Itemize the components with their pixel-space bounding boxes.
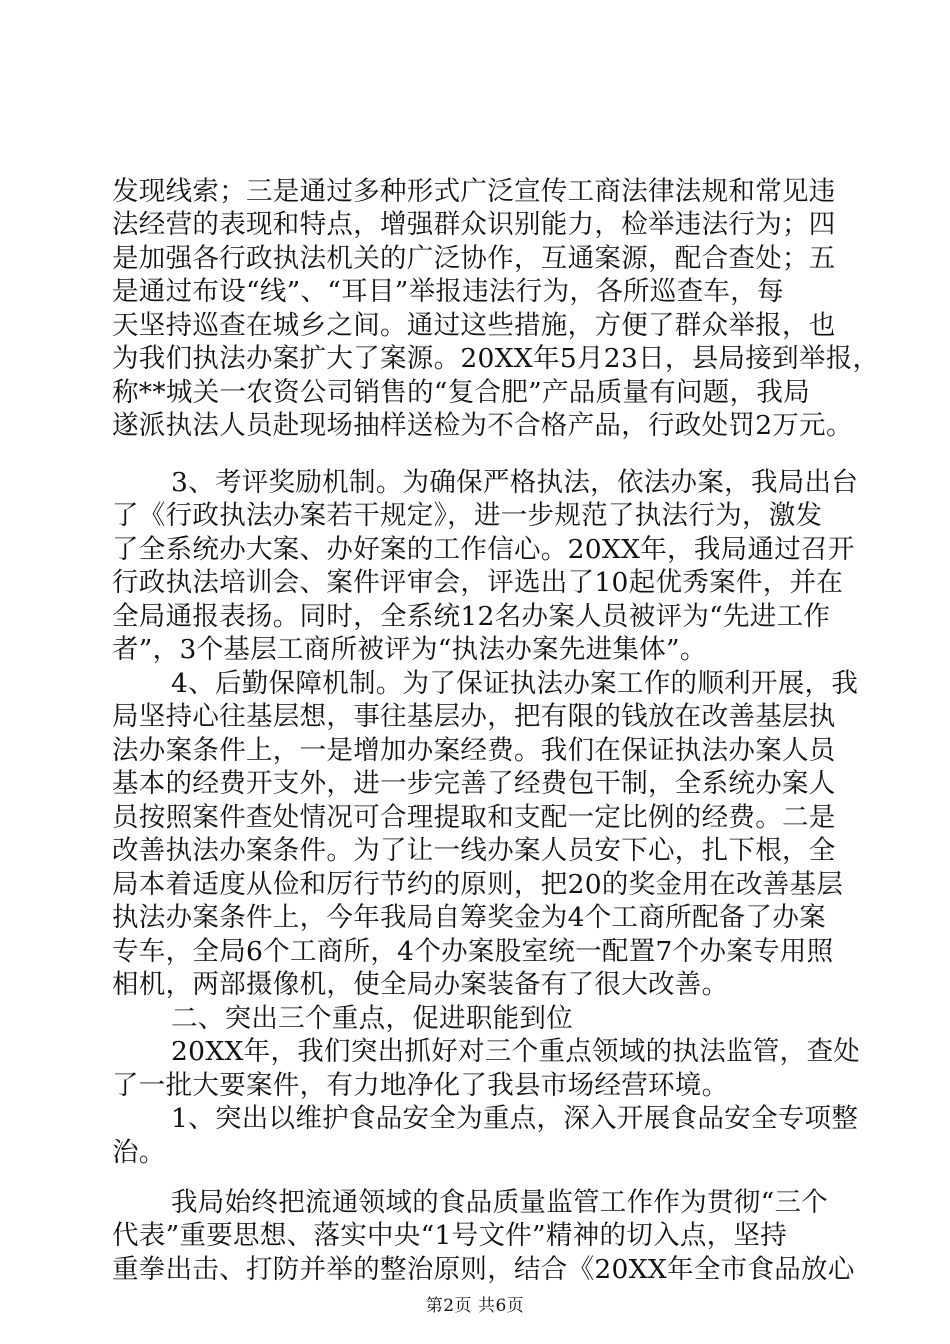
text-line: 法经营的表现和特点，增强群众识别能力，检举违法行为；四 [112,209,836,240]
text-line: 法办案条件上，一是增加办案经费。我们在保证执法办案人员 [112,735,836,766]
text-line: 局坚持心往基层想，事往基层办，把有限的钱放在改善基层执 [112,701,836,732]
text-line: 全局通报表扬。同时，全系统12名办案人员被评为“先进工作 [112,601,831,632]
text-line: 了全系统办大案、办好案的工作信心。20XX年，我局通过召开 [112,534,855,565]
text-line: 称**城关一农资公司销售的“复合肥”产品质量有问题，我局 [112,377,810,408]
text-line: 改善执法办案条件。为了让一线办案人员安下心，扎下根，全 [112,835,836,866]
page-footer: 第2页 共6页 [425,1296,525,1316]
section-heading: 二、突出三个重点，促进职能到位 [171,1003,573,1034]
text-line: 发现线索；三是通过多种形式广泛宣传工商法律法规和常见违 [112,176,836,207]
text-line: 治。 [112,1137,166,1168]
text-line: 1、突出以维护食品安全为重点，深入开展食品安全专项整 [171,1103,859,1134]
text-line: 是加强各行政执法机关的广泛协作，互通案源，配合查处；五 [112,243,836,274]
text-line: 了一批大要案件，有力地净化了我县市场经营环境。 [112,1070,729,1101]
text-line: 相机，两部摄像机，使全局办案装备有了很大改善。 [112,969,729,1000]
text-line: 20XX年，我们突出抓好对三个重点领域的执法监管，查处 [171,1036,861,1067]
text-line: 专车，全局6个工商所，4个办案股室统一配置7个办案专用照 [112,936,834,967]
text-line: 为我们执法办案扩大了案源。20XX年5月23日，县局接到举报， [112,343,880,374]
text-line: 遂派执法人员赴现场抽样送检为不合格产品，行政处罚2万元。 [112,410,853,441]
text-line: 了《行政执法办案若干规定》，进一步规范了执法行为，激发 [112,500,823,531]
text-line: 行政执法培训会、案件评审会，评选出了10起优秀案件，并在 [112,567,844,598]
text-line: 我局始终把流通领域的食品质量监管工作作为贯彻“三个 [171,1187,829,1218]
text-line: 代表”重要思想、落实中央“1号文件”精神的切入点，坚持 [112,1220,788,1251]
text-line: 是通过布设“线”、“耳目”举报违法行为，各所巡查车，每 [112,276,784,307]
text-line: 4、后勤保障机制。为了保证执法办案工作的顺利开展，我 [171,668,859,699]
text-line: 重拳出击、打防并举的整治原则，结合《20XX年全市食品放心 [112,1254,855,1285]
text-line: 基本的经费开支外，进一步完善了经费包干制，全系统办案人 [112,768,836,799]
text-line: 执法办案条件上，今年我局自筹奖金为4个工商所配备了办案 [112,902,826,933]
text-line: 员按照案件查处情况可合理提取和支配一定比例的经费。二是 [112,802,836,833]
text-line: 局本着适度从俭和厉行节约的原则，把20的奖金用在改善基层 [112,869,844,900]
text-line: 3、考评奖励机制。为确保严格执法，依法办案，我局出台 [171,467,859,498]
text-line: 者”，3个基层工商所被评为“执法办案先进集体”。 [112,634,707,665]
text-line: 天坚持巡查在城乡之间。通过这些措施，方便了群众举报，也 [112,310,836,341]
